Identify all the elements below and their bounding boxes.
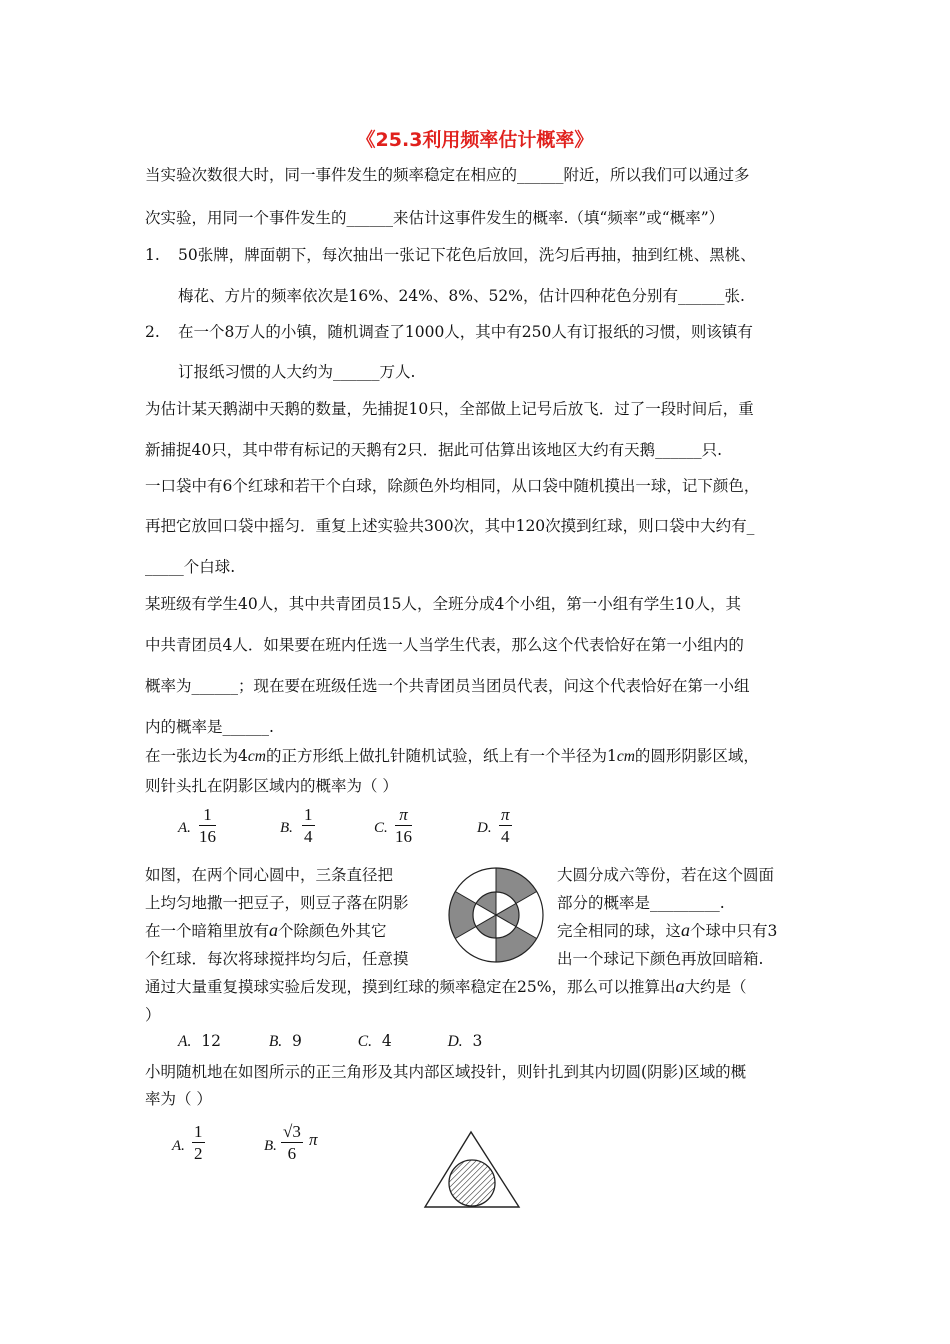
question-8-line-4: ） (145, 1006, 161, 1024)
denominator: 16 (395, 827, 412, 846)
option-c-label: C. (357, 1033, 372, 1050)
question-9-option-a-label: A. (172, 1138, 185, 1154)
question-8-text-e: 通过大量重复摸球实验后发现，摸到红球的频率稳定在25%，那么可以推算出 (145, 978, 676, 996)
question-1-number: 1. (145, 246, 160, 264)
question-8-text-c: 完全相同的球，这 (557, 922, 682, 940)
concentric-circles-figure (446, 865, 546, 965)
page-title: 《25.3利用频率估计概率》 (356, 129, 594, 151)
option-c-label: C. (374, 820, 388, 836)
question-7-left-2: 上均匀地撒一把豆子，则豆子落在阴影 (145, 894, 409, 912)
question-7-left-1: 如图，在两个同心圆中，三条直径把 (145, 866, 394, 884)
option-d-label: D. (447, 1033, 463, 1050)
denominator: 6 (287, 1144, 297, 1163)
question-8-left-2: 个红球．每次将球搅拌均匀后，任意摸 (145, 950, 409, 968)
question-9-option-a-fraction (192, 1121, 205, 1164)
pi-symbol: π (309, 1130, 318, 1149)
option-c-fraction (395, 804, 412, 847)
option-b-label: B. (268, 1033, 283, 1050)
numerator: √3 (283, 1122, 301, 1141)
question-2-line-1 (145, 320, 753, 342)
question-9-option-b-label: B. (264, 1138, 277, 1154)
denominator: 4 (304, 827, 313, 846)
question-4-line-1: 一口袋中有6个红球和若干个白球，除颜色外均相同，从口袋中随机摸出一球，记下颜色， (145, 477, 760, 495)
question-5-line-4: 内的概率是______. (145, 718, 274, 736)
question-7-right-2: 部分的概率是_________. (557, 894, 725, 912)
question-1-line-1 (145, 243, 756, 265)
variable-a: a (681, 920, 691, 940)
question-8-right-1 (557, 919, 777, 941)
option-a-label: A. (178, 820, 191, 836)
question-9-line-2: 率为（ ） (145, 1090, 212, 1108)
question-5-line-2: 中共青团员4人．如果要在班内任选一人当学生代表，那么这个代表恰好在第一小组内的 (145, 636, 744, 654)
intro-line-2: 次实验，用同一个事件发生的______来估计这事件发生的概率.（填“频率”或“概率”） (145, 209, 725, 227)
question-1-text: 50张牌，牌面朝下，每次抽出一张记下花色后放回，洗匀后再抽，抽到红桃、黑桃、 (178, 246, 756, 264)
option-d-label: D. (477, 820, 492, 836)
question-4-line-3: _____个白球. (145, 558, 236, 576)
variable-a: a (269, 920, 279, 940)
question-1-line-2: 梅花、方片的频率依次是16%、24%、8%、52%，估计四种花色分别有______张. (178, 287, 745, 305)
question-4-line-2: 再把它放回口袋中摇匀．重复上述实验共300次，其中120次摸到红球，则口袋中大约有_ (145, 517, 755, 535)
question-6-text-b: 的正方形纸上做扎针随机试验，纸上有一个半径为1 (265, 747, 617, 765)
question-6-text-c: 的圆形阴影区域， (634, 747, 759, 765)
option-a-value: 12 (201, 1032, 221, 1050)
question-6-line-1 (145, 744, 759, 766)
option-d-fraction (499, 804, 512, 847)
question-2-line-2: 订报纸习惯的人大约为______万人. (178, 363, 416, 381)
question-6-text-a: 在一张边长为4 (145, 747, 248, 765)
option-a-fraction (199, 804, 216, 847)
question-8-right-2: 出一个球记下颜色再放回暗箱. (557, 950, 764, 968)
question-9-line-1: 小明随机地在如图所示的正三角形及其内部区域投针，则针扎到其内切圆(阴影)区域的概 (145, 1063, 747, 1081)
question-8-options (178, 1032, 482, 1051)
option-b-value: 9 (292, 1032, 302, 1050)
question-3-line-2: 新捕捉40只，其中带有标记的天鹅有2只．据此可估算出该地区大约有天鹅______只. (145, 441, 723, 459)
option-d-value: 3 (472, 1032, 483, 1050)
question-6-line-2: 则针头扎在阴影区域内的概率为（ ） (145, 777, 398, 795)
question-8-text-d: 个球中只有3 (690, 922, 778, 940)
option-b-label: B. (280, 820, 293, 836)
numerator: π (395, 804, 412, 826)
numerator: π (501, 805, 510, 824)
question-7-right-1: 大圆分成六等份，若在这个圆面 (557, 866, 775, 884)
option-c-value: 4 (381, 1032, 392, 1050)
unit-cm: cm (616, 748, 635, 765)
question-5-line-1: 某班级有学生40人，其中共青团员15人，全班分成4个小组，第一小组有学生10人，其 (145, 595, 742, 613)
question-8-text-b: 个除颜色外其它 (278, 922, 387, 940)
denominator: 2 (194, 1144, 203, 1163)
triangle-incircle-figure (418, 1128, 528, 1210)
question-8-line-3 (145, 975, 746, 997)
question-9-option-b-fraction (281, 1121, 303, 1164)
intro-line-1: 当实验次数很大时，同一事件发生的频率稳定在相应的______附近，所以我们可以通过多 (145, 166, 750, 184)
question-8-text-f: 大约是（ (684, 978, 747, 996)
numerator: 1 (199, 804, 216, 826)
question-3-line-1: 为估计某天鹅湖中天鹅的数量，先捕捉10只，全部做上记号后放飞．过了一段时间后，重 (145, 400, 754, 418)
question-2-number: 2. (145, 323, 160, 341)
numerator: 1 (194, 1122, 203, 1141)
variable-a: a (675, 976, 685, 996)
denominator: 16 (199, 827, 216, 846)
question-8-text-a: 在一个暗箱里放有 (145, 922, 270, 940)
option-b-fraction (302, 804, 315, 847)
numerator: 1 (304, 805, 313, 824)
question-2-text: 在一个8万人的小镇，随机调查了1000人，其中有250人有订报纸的习惯，则该镇有 (178, 323, 753, 341)
option-a-label: A. (178, 1033, 192, 1050)
question-5-line-3: 概率为______；现在要在班级任选一个共青团员当团员代表，问这个代表恰好在第一小组 (145, 677, 750, 695)
denominator: 4 (501, 827, 510, 846)
unit-cm: cm (247, 748, 266, 765)
question-8-left-1 (145, 919, 387, 941)
